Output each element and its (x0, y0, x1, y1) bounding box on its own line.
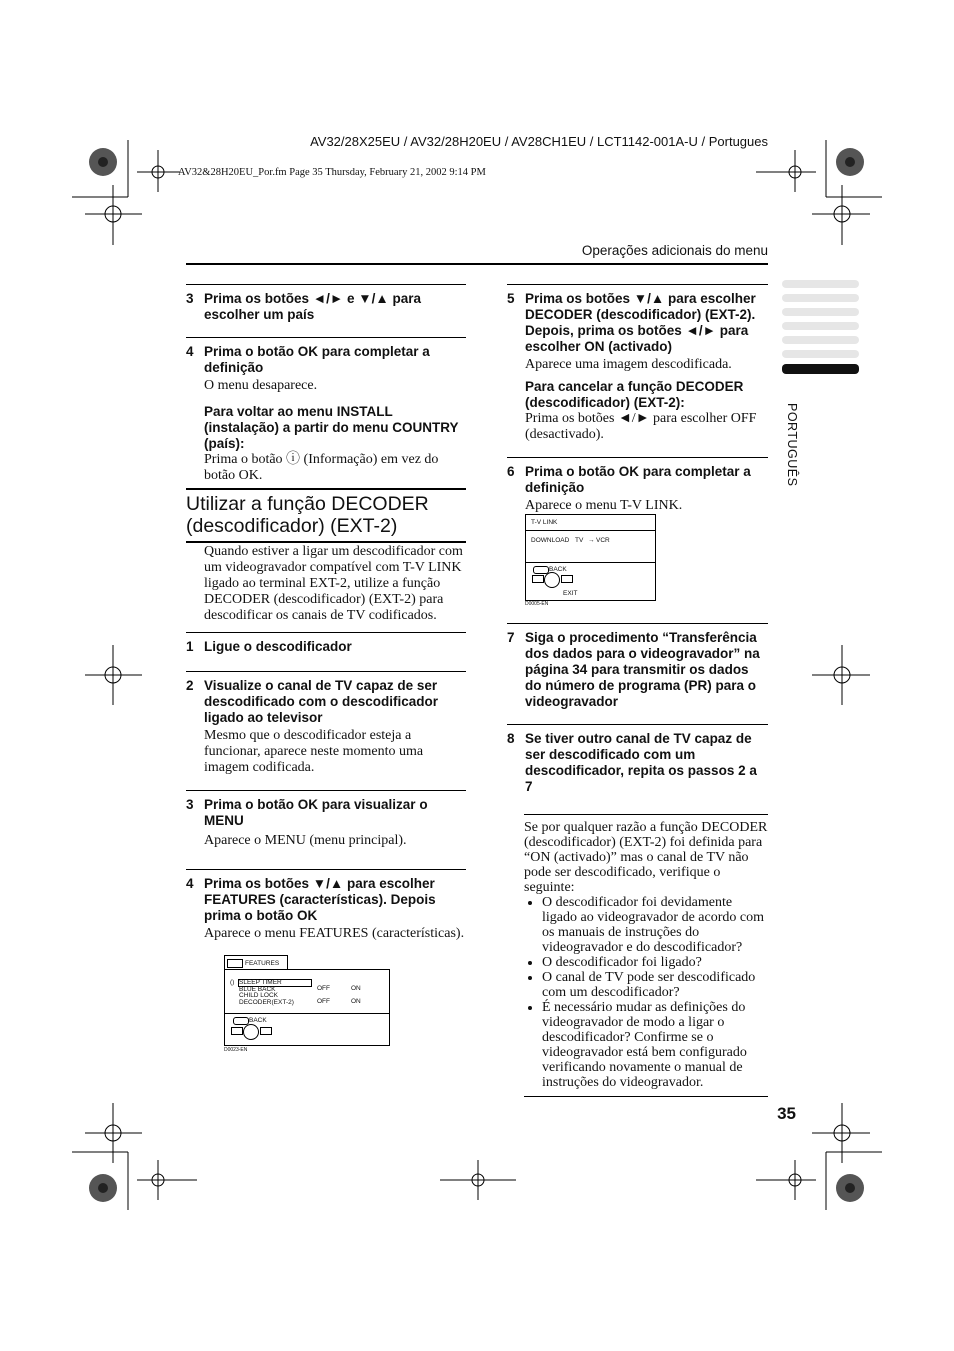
step-2-channel: 2 Visualize o canal de TV capaz de ser descodificado com o descodificador ligado ao televisor Mesmo que o descodificador esteja a funcionar, aparece neste momento uma imagem codificada. (186, 671, 466, 776)
menu-item: DECODER(EXT-2) (239, 998, 294, 1006)
left-column (186, 284, 466, 484)
right-column (507, 284, 768, 528)
dpad-icon (544, 572, 560, 588)
return-heading: Para voltar ao menu INSTALL (instalação) a partir do menu COUNTRY (país): (204, 404, 459, 451)
list-item: • O descodificador foi devidamente ligado ao videogravador de acordo com os manuais de instruções do videogravador e do descodificador? (542, 895, 768, 955)
side-tabs (782, 280, 859, 380)
section-title: Utilizar a função DECODER (descodificador) (EXT-2) (186, 488, 466, 543)
return-text: Prima o botão ⓘ (Informação) em vez do botão OK. (204, 452, 439, 483)
step-3-menu: 3 Prima o botão OK para visualizar o MENU Aparece o MENU (menu principal). (186, 790, 466, 849)
step-4-features: 4 Prima os botões ▼/▲ para escolher FEATURES (características). Depois prima o botão OK Aparece o menu FEATURES (características). (186, 869, 466, 942)
menu-item: BLUE BACK (239, 985, 276, 993)
dpad-icon (243, 1024, 259, 1040)
file-stamp: AV32&28H20EU_Por.fm Page 35 Thursday, February 21, 2002 9:14 PM (178, 167, 486, 178)
tv-icon (231, 1027, 243, 1035)
step-5-decoder: 5 Prima os botões ▼/▲ para escolher DECODER (descodificador) (EXT-2). Depois, prima os botões ◄/► para escolher ON (activado) Aparece uma imagem descodificada. (507, 284, 768, 373)
features-screen: FEATURES () SLEEP TIMER BLUE BACK CHILD LOCK DECODER(EXT-2) OFF ON OFF ON BACK D0023-EN (224, 955, 390, 1055)
vcr-icon (561, 575, 573, 583)
step-8-repeat: 8 Se tiver outro canal de TV capaz de ser descodificado com um descodificador, repita os passos 2 a 7 (507, 724, 768, 795)
model-header: AV32/28X25EU / AV32/28H20EU / AV28CH1EU / LCT1142-001A-U / Portugues (310, 134, 768, 149)
step-6-complete: 6 Prima o botão OK para completar a definição Aparece o menu T-V LINK. (507, 457, 768, 514)
step-1-connect: 1 Ligue o descodificador (186, 632, 466, 655)
features-icon (227, 959, 243, 968)
cancel-block: Para cancelar a função DECODER (descodificador) (EXT-2): Prima os botões ◄/► para escolher OFF (desactivado). (525, 379, 757, 442)
check-list (524, 895, 768, 1090)
left-column-2 (186, 544, 466, 956)
intro-paragraph: Quando estiver a ligar um descodificador com um videogravador compatível com T-V LINK ligado ao terminal EXT-2, utilize a função DECODER (descodificador) (EXT-2) para descodificar os canais de TV codificados. (204, 544, 463, 623)
section-header: Operações adicionais do menu (581, 243, 768, 258)
list-item: • O descodificador foi ligado? (542, 955, 768, 970)
language-tab: PORTUGUÊS (785, 403, 799, 487)
cursor-icon: () (230, 979, 235, 986)
step-3-country: 3 Prima os botões ◄/► e ▼/▲ para escolher um país (186, 284, 466, 323)
list-item: • O canal de TV pode ser descodificado com um descodificador? (542, 970, 768, 1000)
tvlink-screen: T-V LINK DOWNLOAD TV → VCR BACK EXIT D0005-EN (525, 514, 656, 614)
header-rule (186, 263, 768, 265)
step-4-complete: 4 Prima o botão OK para completar a definição O menu desaparece. (186, 337, 466, 394)
step-7-procedure: 7 Siga o procedimento “Transferência dos dados para o videogravador” na página 34 para transmitir os dados do número de programa (PR) para o videogravador (507, 623, 768, 710)
tv-icon (532, 575, 544, 583)
menu-item: SLEEP TIMER (239, 979, 282, 986)
note-text: Se por qualquer razão a função DECODER (descodificador) (EXT-2) foi definida para “ON (activado)” mas o canal de TV não pode ser descodificado, verifique o seguinte: (524, 820, 768, 895)
page-number: 35 (777, 1104, 796, 1123)
vcr-icon (260, 1027, 272, 1035)
note-box (524, 814, 768, 1097)
list-item: • É necessário mudar as definições do videogravador de modo a ligar o descodificador? Confirme se o videogravador está bem configurado verificando novamente o manual de instruções do videogravador. (542, 1000, 768, 1090)
right-column-2 (507, 623, 768, 809)
menu-item: CHILD LOCK (239, 992, 279, 999)
